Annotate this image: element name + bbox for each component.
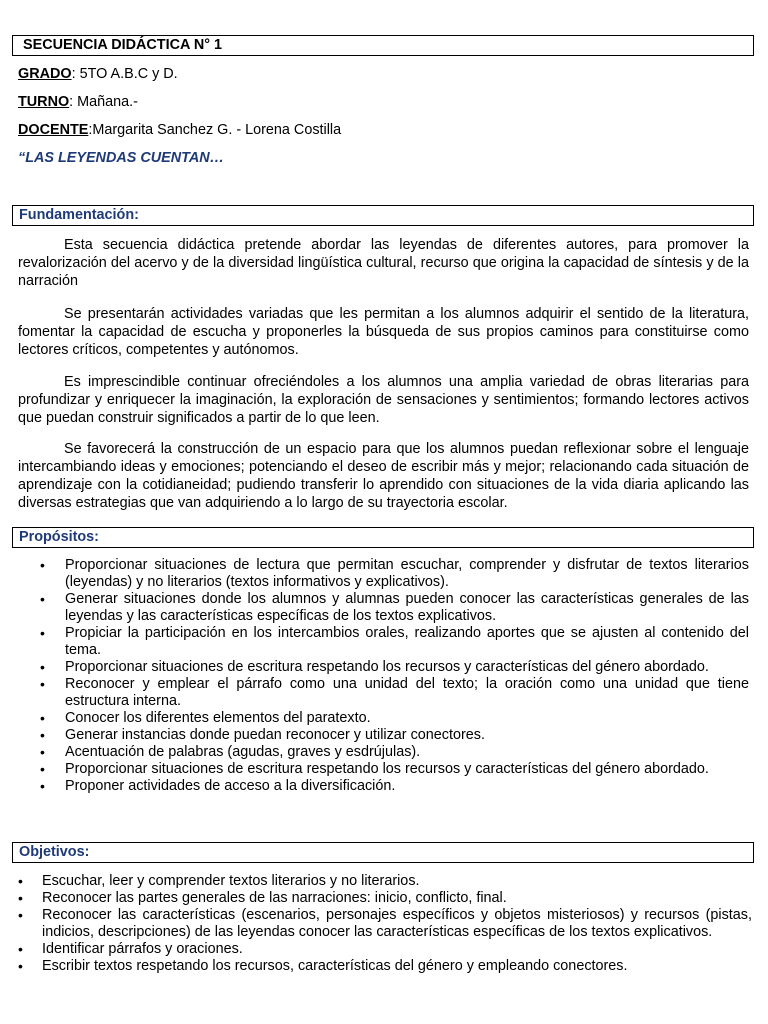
list-item (40, 727, 749, 744)
objetivos-heading: Objetivos: (12, 842, 754, 863)
fundamentacion-paragraph: Se favorecerá la construcción de un espacio para que los alumnos puedan reflexionar sobre el lenguaje intercambiando ideas y emociones; potenciando el deseo de escribir más y mejor; relacionando cada situación de aprendizaje con la cotidianeidad; pudiendo transferir lo aprendido con situaciones de la vida diaria aplicando las diversas estrategias que van adquiriendo a lo largo de su trayectoria escolar. (18, 441, 749, 511)
bullet-icon: • (40, 659, 45, 675)
bullet-icon: • (18, 958, 23, 974)
list-item-text: Identificar párrafos y oraciones. (42, 941, 243, 957)
objetivos-list (18, 873, 752, 975)
propositos-list (40, 557, 749, 795)
bullet-icon: • (40, 557, 45, 573)
docente-value: :Margarita Sanchez G. - Lorena Costilla (88, 122, 342, 138)
list-item-text: Generar situaciones donde los alumnos y alumnas pueden conocer las características generales de las leyendas y las características específicas de los textos explicativos. (65, 591, 749, 624)
list-item-text: Generar instancias donde puedan reconocer y utilizar conectores. (65, 727, 485, 743)
list-item-text: Reconocer y emplear el párrafo como una unidad del texto; la oración como una unidad que tiene estructura interna. (65, 676, 749, 709)
list-item-text: Proporcionar situaciones de escritura respetando los recursos y características del género abordado. (65, 761, 709, 777)
document-title: SECUENCIA DIDÁCTICA N° 1 (12, 35, 754, 56)
list-item-text: Escribir textos respetando los recursos, características del género y empleando conectores. (42, 958, 628, 974)
fundamentacion-body (18, 440, 749, 512)
fundamentacion-paragraph: Es imprescindible continuar ofreciéndoles a los alumnos una amplia variedad de obras literarias para profundizar y enriquecer la imaginación, la exploración de sensaciones y sentimientos; formando lectores activos que puedan construir significados a partir de lo que leen. (18, 374, 749, 426)
list-item (18, 907, 752, 941)
fundamentacion-body (18, 236, 749, 290)
list-item (18, 873, 752, 890)
list-item-text: Proponer actividades de acceso a la diversificación. (65, 778, 396, 794)
grado-label: GRADO (18, 66, 72, 82)
fundamentacion-body (18, 305, 749, 359)
bullet-icon: • (40, 778, 45, 794)
list-item (40, 676, 749, 710)
bullet-icon: • (40, 761, 45, 777)
list-item (40, 659, 749, 676)
bullet-icon: • (40, 727, 45, 743)
bullet-icon: • (40, 591, 45, 607)
list-item-text: Escuchar, leer y comprender textos literarios y no literarios. (42, 873, 420, 889)
bullet-icon: • (40, 744, 45, 760)
bullet-icon: • (18, 907, 23, 923)
docente-line (18, 121, 341, 139)
fundamentacion-heading: Fundamentación: (12, 205, 754, 226)
bullet-icon: • (18, 890, 23, 906)
fundamentacion-paragraph: Se presentarán actividades variadas que les permitan a los alumnos adquirir el sentido de la literatura, fomentar la capacidad de escucha y proponerles la búsqueda de sus propios caminos para constituirse como lectores críticos, competentes y autónomos. (18, 306, 749, 358)
turno-value: : Mañana.- (69, 94, 138, 110)
bullet-icon: • (18, 873, 23, 889)
list-item (40, 710, 749, 727)
list-item-text: Proporcionar situaciones de escritura respetando los recursos y características del género abordado. (65, 659, 709, 675)
turno-label: TURNO (18, 94, 70, 110)
list-item (18, 941, 752, 958)
list-item-text: Reconocer las características (escenarios, personajes específicos y objetos misteriosos) y recursos (pistas, indicios, descripciones) de las leyendas conocer las características específicas de los textos explicativos. (42, 907, 752, 940)
list-item-text: Conocer los diferentes elementos del paratexto. (65, 710, 371, 726)
fundamentacion-body (18, 373, 749, 427)
list-item (40, 557, 749, 591)
list-item (40, 744, 749, 761)
fundamentacion-paragraph: Esta secuencia didáctica pretende abordar las leyendas de diferentes autores, para promover la revalorización del acervo y de la diversidad lingüística cultural, recurso que origina la capacidad de síntesis y de la narración (18, 237, 749, 289)
list-item-text: Propiciar la participación en los intercambios orales, realizando aportes que se ajusten al contenido del tema. (65, 625, 749, 658)
list-item (40, 625, 749, 659)
grado-line (18, 65, 178, 83)
list-item-text: Reconocer las partes generales de las narraciones: inicio, conflicto, final. (42, 890, 507, 906)
list-item-text: Acentuación de palabras (agudas, graves y esdrújulas). (65, 744, 421, 760)
tagline: “LAS LEYENDAS CUENTAN… (18, 150, 225, 166)
bullet-icon: • (40, 676, 45, 692)
bullet-icon: • (18, 941, 23, 957)
bullet-icon: • (40, 710, 45, 726)
list-item (18, 890, 752, 907)
list-item (40, 591, 749, 625)
grado-value: : 5TO A.B.C y D. (71, 66, 178, 82)
list-item-text: Proporcionar situaciones de lectura que permitan escuchar, comprender y disfrutar de textos literarios (leyendas) y no literarios (textos informativos y explicativos). (65, 557, 749, 590)
turno-line (18, 93, 138, 111)
bullet-icon: • (40, 625, 45, 641)
propositos-heading: Propósitos: (12, 527, 754, 548)
list-item (40, 761, 749, 778)
list-item (18, 958, 752, 975)
list-item (40, 778, 749, 795)
docente-label: DOCENTE (18, 122, 89, 138)
